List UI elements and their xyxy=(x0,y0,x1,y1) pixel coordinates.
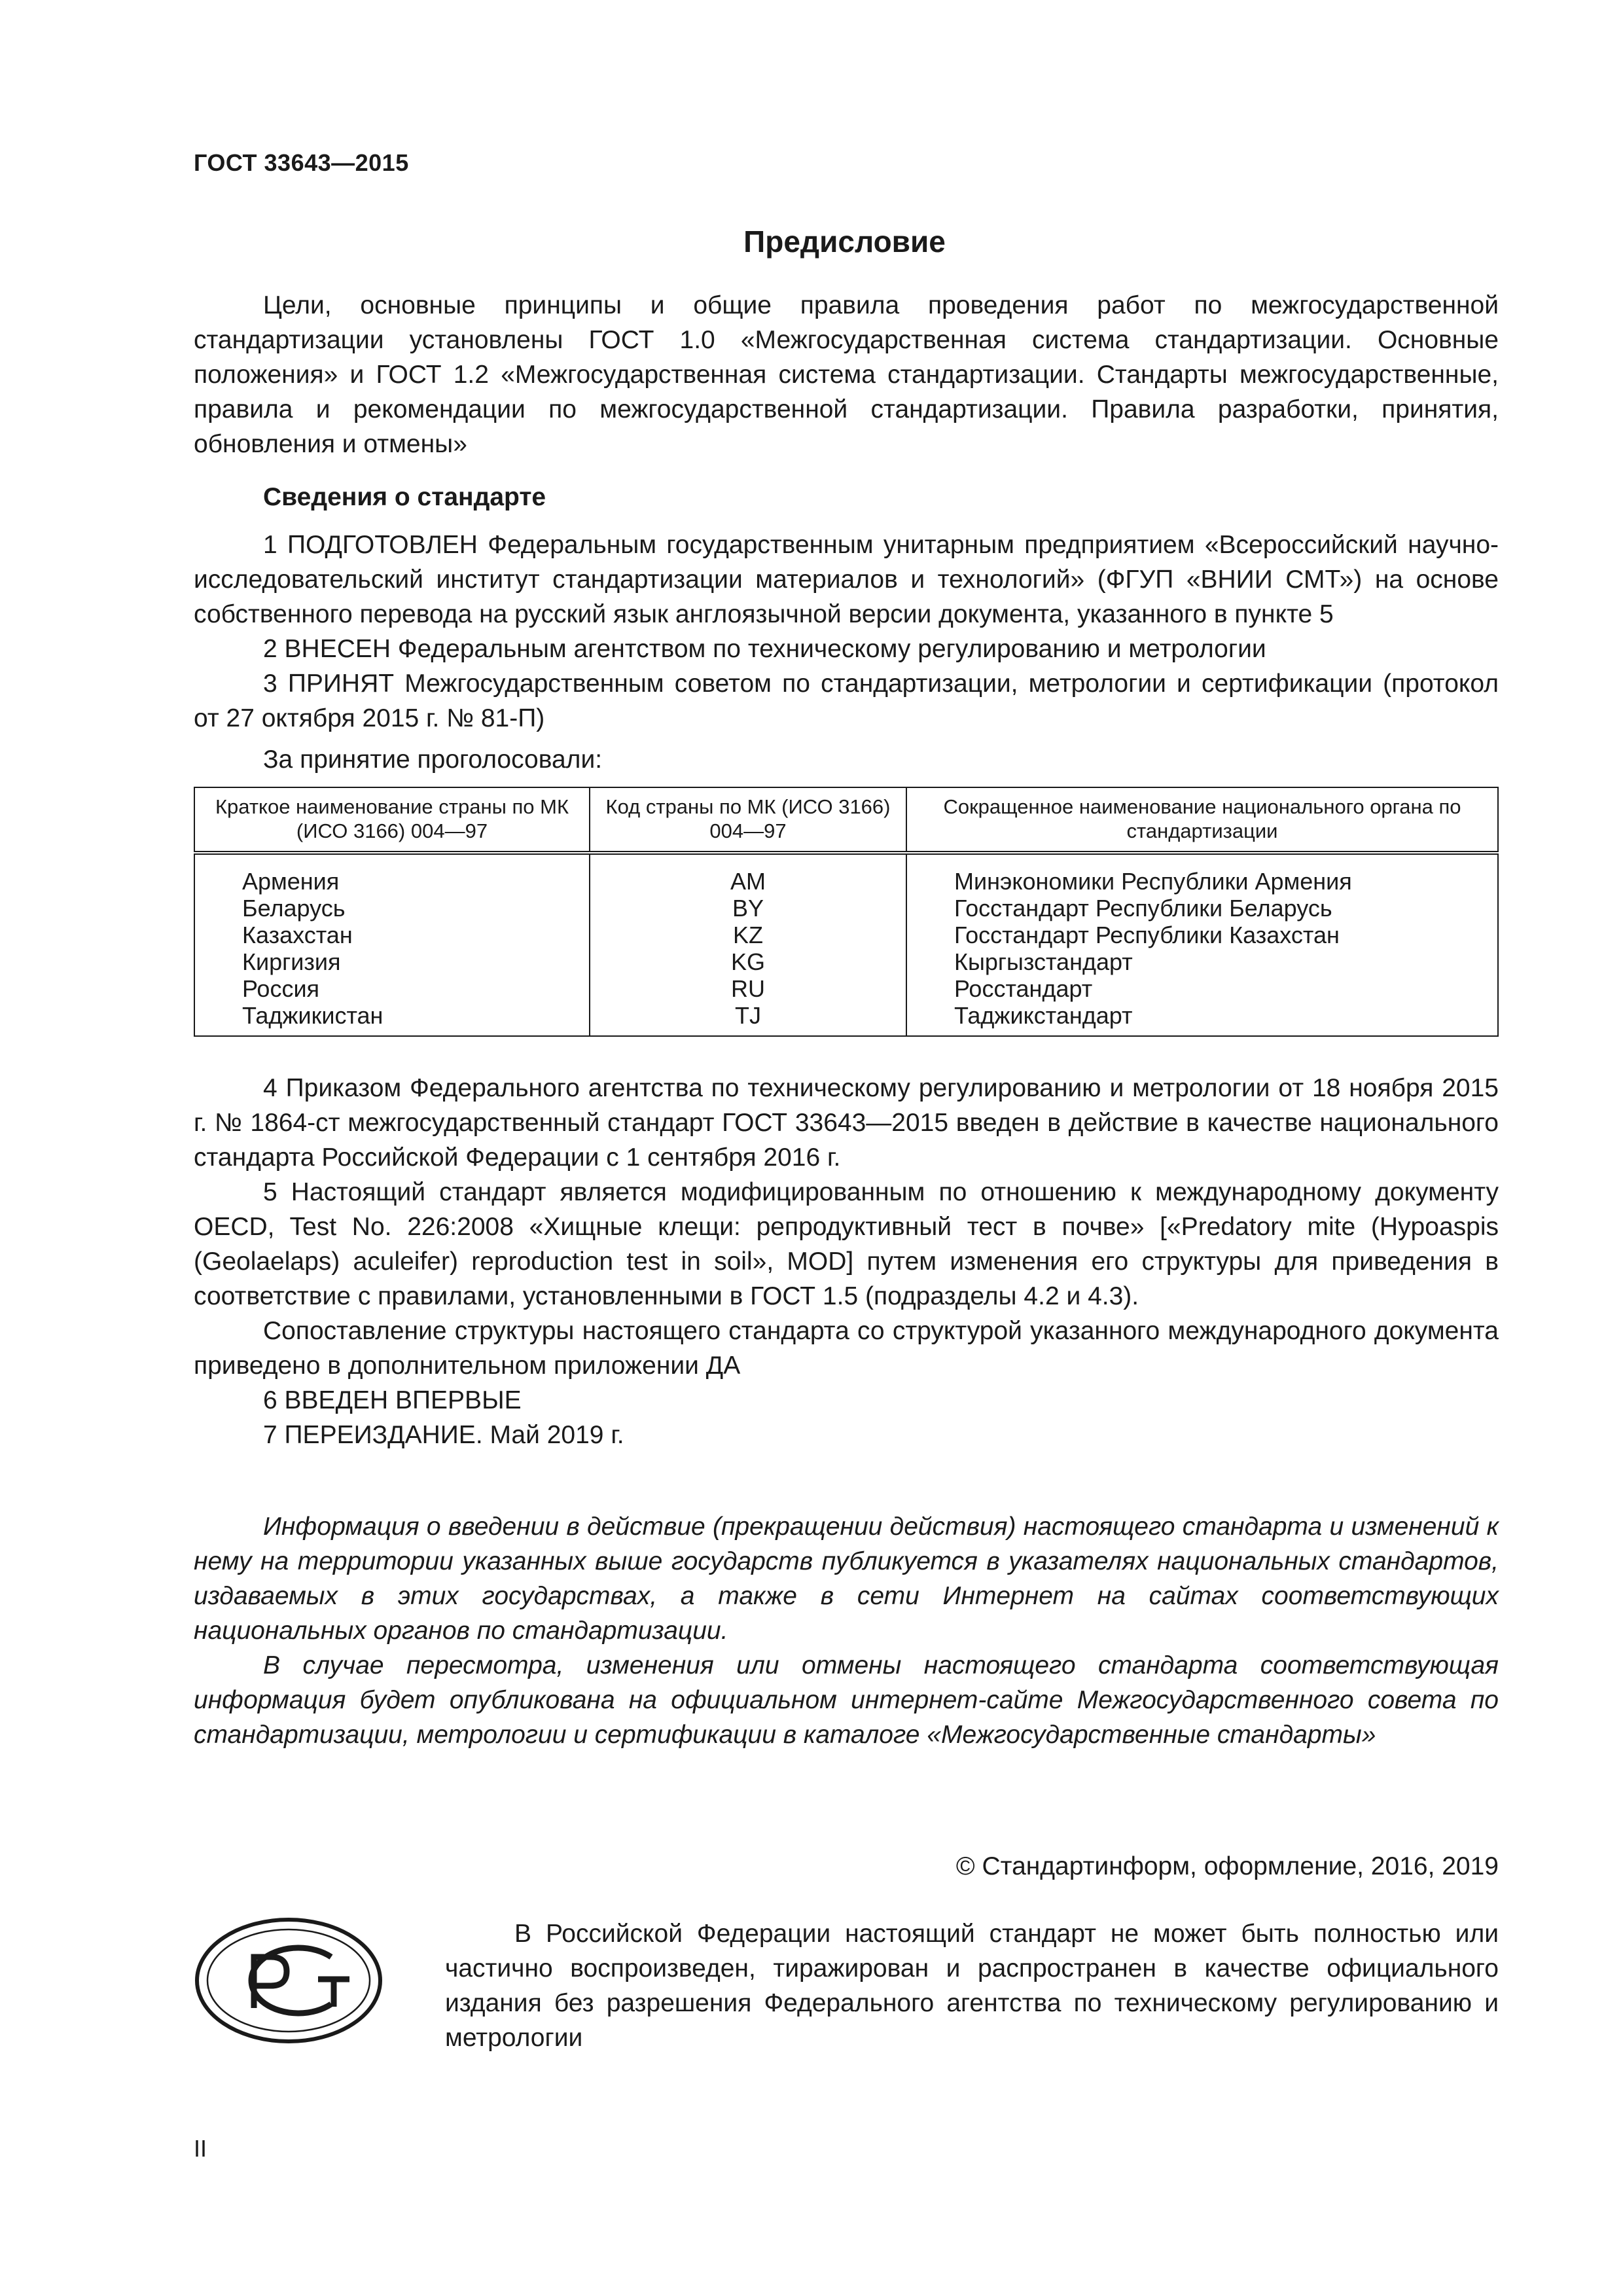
table-row xyxy=(194,975,1498,1002)
rights-paragraph: В Российской Федерации настоящий стандарт не может быть полностью или частично воспроизведен, тиражирован и распространен в качестве официального издания без разрешения Федерального агентства по техническому регулированию и метрологии xyxy=(445,1920,1499,2052)
vote-intro: За принятие проголосовали: xyxy=(263,745,603,774)
country-name: Казахстан xyxy=(194,922,590,948)
table-header-country: Краткое наименование страны по МК (ИСО 3166) 004—97 xyxy=(194,787,590,853)
country-name: Армения xyxy=(194,853,590,895)
national-body: Росстандарт xyxy=(906,975,1498,1002)
country-code: AM xyxy=(590,853,906,895)
copyright-line: © Стандартинформ, оформление, 2016, 2019 xyxy=(955,1852,1499,1880)
info-item-2: 2 ВНЕСЕН Федеральным агентством по техническому регулированию и метрологии xyxy=(263,635,1266,663)
country-code: KZ xyxy=(590,922,906,948)
foreword-section xyxy=(194,288,1499,461)
country-code: TJ xyxy=(590,1002,906,1036)
reproduction-rights xyxy=(445,1916,1499,2055)
info-item-4: 4 Приказом Федерального агентства по техническому регулированию и метрологии от 18 ноября 2015 г. № 1864-ст межгосударственный стандарт ГОСТ 33643—2015 введен в действие в качестве национального стандарта Российской Федерации с 1 сентября 2016 г. xyxy=(194,1074,1499,1172)
standard-info-section xyxy=(194,480,1499,736)
foreword-paragraph: Цели, основные принципы и общие правила проведения работ по межгосударственной стандартизации установлены ГОСТ 1.0 «Межгосударственная система стандартизации. Основные положения» и ГОСТ 1.2 «Межгосударственная система стандартизации. Стандарты межгосударственные, правила и рекомендации по межгосударственной стандартизации. Правила разработки, принятия, обновления и отмены» xyxy=(194,291,1499,458)
country-name: Киргизия xyxy=(194,948,590,975)
country-name: Таджикистан xyxy=(194,1002,590,1036)
country-name: Беларусь xyxy=(194,895,590,922)
table-header-code: Код страны по МК (ИСО 3166) 004—97 xyxy=(590,787,906,853)
country-code: KG xyxy=(590,948,906,975)
info-item-5: 5 Настоящий стандарт является модифицированным по отношению к международному документу OECD, Test No. 226:2008 «Хищные клещи: репродуктивный тест в почве» [«Predatory mite (Hypoaspis (Geolaelaps) aculeifer) reproduction test in soil», MOD] путем изменения его структуры для приведения в соответствие с правилами, установленными в ГОСТ 1.5 (подразделы 4.2 и 4.3). xyxy=(194,1178,1499,1310)
country-code: RU xyxy=(590,975,906,1002)
national-body: Госстандарт Республики Казахстан xyxy=(906,922,1498,948)
page-number: II xyxy=(194,2135,207,2162)
info-item-6: 6 ВВЕДЕН ВПЕРВЫЕ xyxy=(263,1386,522,1414)
vote-intro-block xyxy=(194,742,1499,777)
table-row xyxy=(194,1002,1498,1036)
country-code: BY xyxy=(590,895,906,922)
table-header-row xyxy=(194,787,1498,853)
standard-info-continued xyxy=(194,1071,1499,1452)
info-item-7: 7 ПЕРЕИЗДАНИЕ. Май 2019 г. xyxy=(263,1421,624,1449)
standard-info-heading: Сведения о стандарте xyxy=(263,483,546,511)
voting-states-table xyxy=(194,787,1499,1037)
info-item-5-comparison: Сопоставление структуры настоящего стандарта со структурой указанного международного документа приведено в дополнительном приложении ДА xyxy=(194,1317,1499,1380)
country-name: Россия xyxy=(194,975,590,1002)
notice-paragraph-2: В случае пересмотра, изменения или отмены настоящего стандарта соответствующая информация будет опубликована на официальном интернет-сайте Межгосударственного совета по стандартизации, метрологии и сертификации в каталоге «Межгосударственные стандарты» xyxy=(194,1651,1499,1749)
table-row xyxy=(194,853,1498,895)
status-notice xyxy=(194,1509,1499,1752)
notice-paragraph-1: Информация о введении в действие (прекращении действия) настоящего стандарта и изменений к нему на территории указанных выше государств публикуется в указателях национальных стандартов, издаваемых в этих государствах, а также в сети Интернет на сайтах соответствующих национальных органов по стандартизации. xyxy=(194,1513,1499,1645)
rst-certification-mark-icon xyxy=(194,1916,383,2045)
standard-code: ГОСТ 33643—2015 xyxy=(194,149,409,176)
table-row xyxy=(194,948,1498,975)
national-body: Минэкономики Республики Армения xyxy=(906,853,1498,895)
info-item-1: 1 ПОДГОТОВЛЕН Федеральным государственным унитарным предприятием «Всероссийский научно-исследовательский институт стандартизации материалов и технологий» (ФГУП «ВНИИ СМТ») на основе собственного перевода на русский язык англоязычной версии документа, указанного в пункте 5 xyxy=(194,531,1499,628)
national-body: Госстандарт Республики Беларусь xyxy=(906,895,1498,922)
info-item-3: 3 ПРИНЯТ Межгосударственным советом по стандартизации, метрологии и сертификации (протокол от 27 октября 2015 г. № 81-П) xyxy=(194,670,1499,732)
page-title: Предисловие xyxy=(743,224,946,259)
table-row xyxy=(194,922,1498,948)
table-row xyxy=(194,895,1498,922)
national-body: Кыргызстандарт xyxy=(906,948,1498,975)
national-body: Таджикстандарт xyxy=(906,1002,1498,1036)
table-header-agency: Сокращенное наименование национального органа по стандартизации xyxy=(906,787,1498,853)
